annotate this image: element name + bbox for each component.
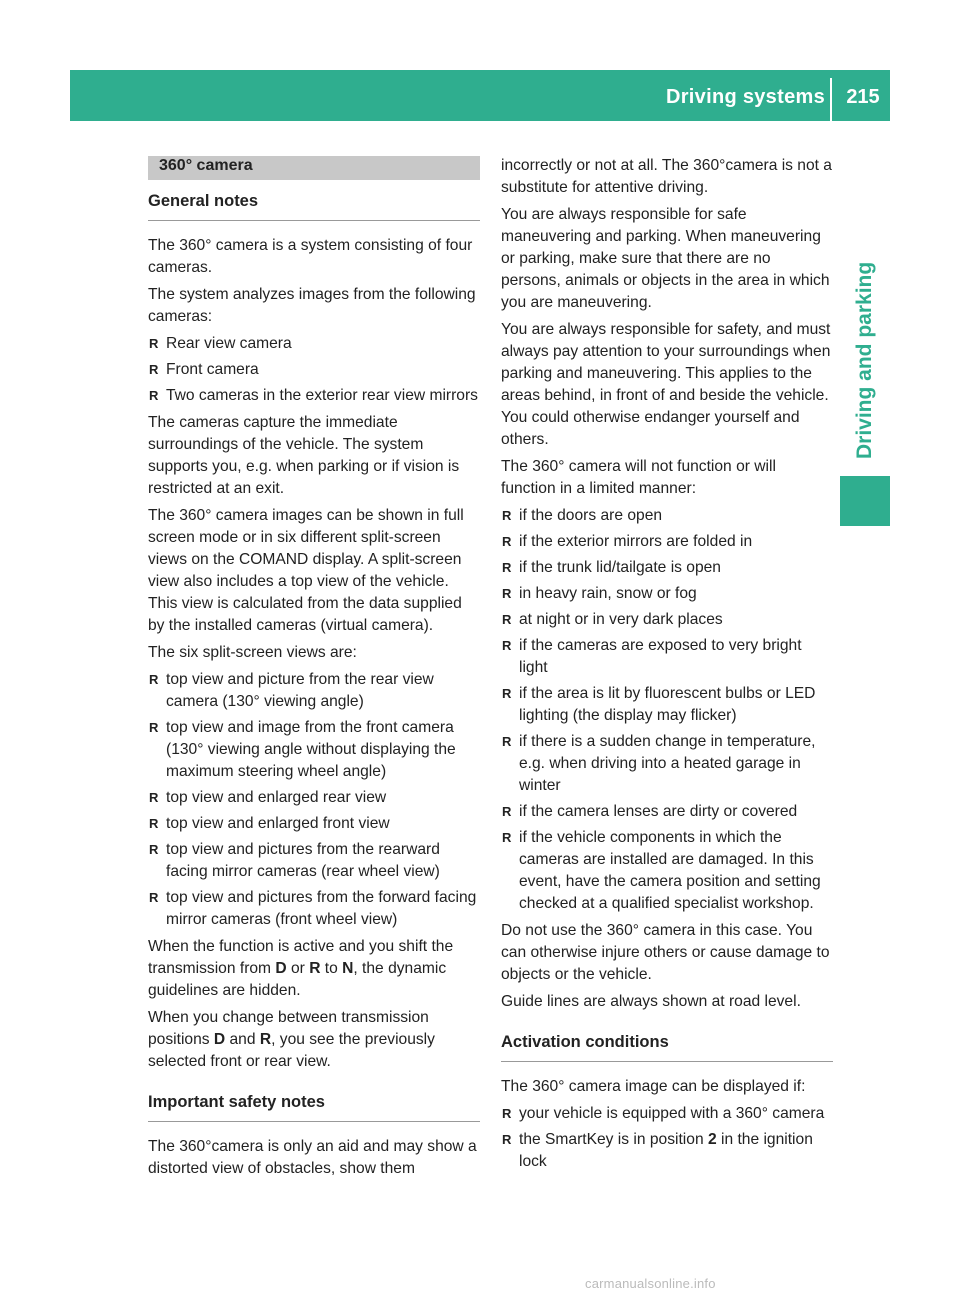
activation-heading: Activation conditions <box>501 1033 669 1051</box>
page-number: 215 <box>846 86 880 108</box>
bullet-icon: R <box>502 804 512 819</box>
list-item: R if the vehicle components in which the cameras are installed are damaged. In this event, have the camera position and setting checked at a qualified specialist workshop. <box>502 829 821 912</box>
views-list <box>148 669 480 931</box>
side-tab-label: Driving and parking <box>853 261 876 459</box>
paragraph: The six split-screen views are: <box>148 644 357 661</box>
general-notes-heading: General notes <box>148 192 259 210</box>
activation-list <box>501 1103 833 1173</box>
paragraph: You are always responsible for safety, and must always pay attention to your surroundings when parking and maneuvering. This applies to the areas behind, in front of and beside the vehicle. You could otherwise endanger yourself and others. <box>501 321 831 448</box>
watermark: carmanualsonline.info <box>585 1276 716 1291</box>
list-item: R top view and pictures from the rearward facing mirror cameras (rear wheel view) <box>149 841 440 880</box>
paragraph: When you change between transmission positions D and R, you see the previously selected front or rear view. <box>148 1009 435 1070</box>
list-item: R top view and enlarged front view <box>148 813 480 835</box>
header-separator <box>830 78 832 121</box>
list-item: R Front camera <box>148 359 480 381</box>
camera-list <box>148 333 480 407</box>
bullet-icon: R <box>502 734 512 749</box>
bullet-icon: R <box>502 1106 512 1121</box>
paragraph: When the function is active and you shift the transmission from D or R to N, the dynamic guidelines are hidden. <box>148 938 454 999</box>
paragraph: Guide lines are always shown at road level. <box>501 993 801 1010</box>
list-item: R your vehicle is equipped with a 360° camera <box>501 1103 833 1125</box>
heading-rule <box>148 220 480 221</box>
list-item: R top view and pictures from the forward facing mirror cameras (front wheel view) <box>149 889 477 928</box>
bullet-icon: R <box>149 890 159 905</box>
paragraph: You are always responsible for safe maneuvering and parking. When maneuvering or parking, make sure that there are no persons, animals or objects in the area in which you are maneuvering. <box>501 206 830 311</box>
bullet-icon: R <box>502 830 512 845</box>
bullet-icon: R <box>502 534 512 549</box>
list-item: R Rear view camera <box>148 333 480 355</box>
heading-rule <box>501 1061 833 1062</box>
list-item: R if the camera lenses are dirty or covered <box>501 801 833 823</box>
list-item: R top view and enlarged rear view <box>148 787 480 809</box>
section-title: 360° camera <box>159 157 253 174</box>
left-column <box>148 190 480 1185</box>
bullet-icon: R <box>149 672 159 687</box>
list-item: R top view and picture from the rear view camera (130° viewing angle) <box>149 671 434 710</box>
list-item: R if the cameras are exposed to very bright light <box>502 637 802 676</box>
bullet-icon: R <box>149 362 159 377</box>
paragraph: The 360°camera is only an aid and may show a distorted view of obstacles, show them <box>148 1138 477 1177</box>
bullet-icon: R <box>502 686 512 701</box>
list-item: R Two cameras in the exterior rear view mirrors <box>148 385 480 407</box>
bullet-icon: R <box>149 790 159 805</box>
bullet-icon: R <box>502 612 512 627</box>
right-column <box>501 155 833 1178</box>
bullet-icon: R <box>502 638 512 653</box>
bullet-icon: R <box>149 816 159 831</box>
bullet-icon: R <box>502 586 512 601</box>
bullet-icon: R <box>502 1132 512 1147</box>
list-item: R if the doors are open <box>501 505 833 527</box>
bullet-icon: R <box>502 560 512 575</box>
bullet-icon: R <box>149 842 159 857</box>
limitations-list <box>501 505 833 915</box>
paragraph: The 360° camera images can be shown in full screen mode or in six different split-screen views on the COMAND display. A split-screen view also includes a top view of the vehicle. This view is calculated from the data supplied by the installed cameras (virtual camera). <box>148 507 464 634</box>
paragraph: The cameras capture the immediate surroundings of the vehicle. The system supports you, e.g. when parking or if vision is restricted at an exit. <box>148 414 460 497</box>
paragraph: The 360° camera will not function or will function in a limited manner: <box>501 458 776 497</box>
list-item: R if the trunk lid/tailgate is open <box>501 557 833 579</box>
paragraph: Do not use the 360° camera in this case. You can otherwise injure others or cause damage to objects or the vehicle. <box>501 922 830 983</box>
side-tab-marker <box>840 476 890 526</box>
list-item: R at night or in very dark places <box>501 609 833 631</box>
paragraph: The system analyzes images from the following cameras: <box>148 286 476 325</box>
paragraph: incorrectly or not at all. The 360°camera is not a substitute for attentive driving. <box>501 157 832 196</box>
heading-rule <box>148 1121 480 1122</box>
bullet-icon: R <box>502 508 512 523</box>
list-item: R if the exterior mirrors are folded in <box>501 531 833 553</box>
header-bar <box>70 70 890 121</box>
list-item: R top view and image from the front camera (130° viewing angle without displaying the maximum steering wheel angle) <box>149 719 456 780</box>
list-item: R if there is a sudden change in temperature, e.g. when driving into a heated garage in winter <box>502 733 816 794</box>
header-title: Driving systems <box>665 86 825 108</box>
safety-notes-heading: Important safety notes <box>148 1093 325 1111</box>
paragraph: The 360° camera is a system consisting of four cameras. <box>148 237 473 276</box>
list-item: R if the area is lit by fluorescent bulbs or LED lighting (the display may flicker) <box>502 685 816 724</box>
bullet-icon: R <box>149 336 159 351</box>
section-title-band <box>148 156 480 180</box>
list-item: R in heavy rain, snow or fog <box>501 583 833 605</box>
bullet-icon: R <box>149 720 159 735</box>
list-item: R the SmartKey is in position 2 in the ignition lock <box>502 1131 813 1170</box>
bullet-icon: R <box>149 388 159 403</box>
paragraph: The 360° camera image can be displayed if: <box>501 1078 806 1095</box>
